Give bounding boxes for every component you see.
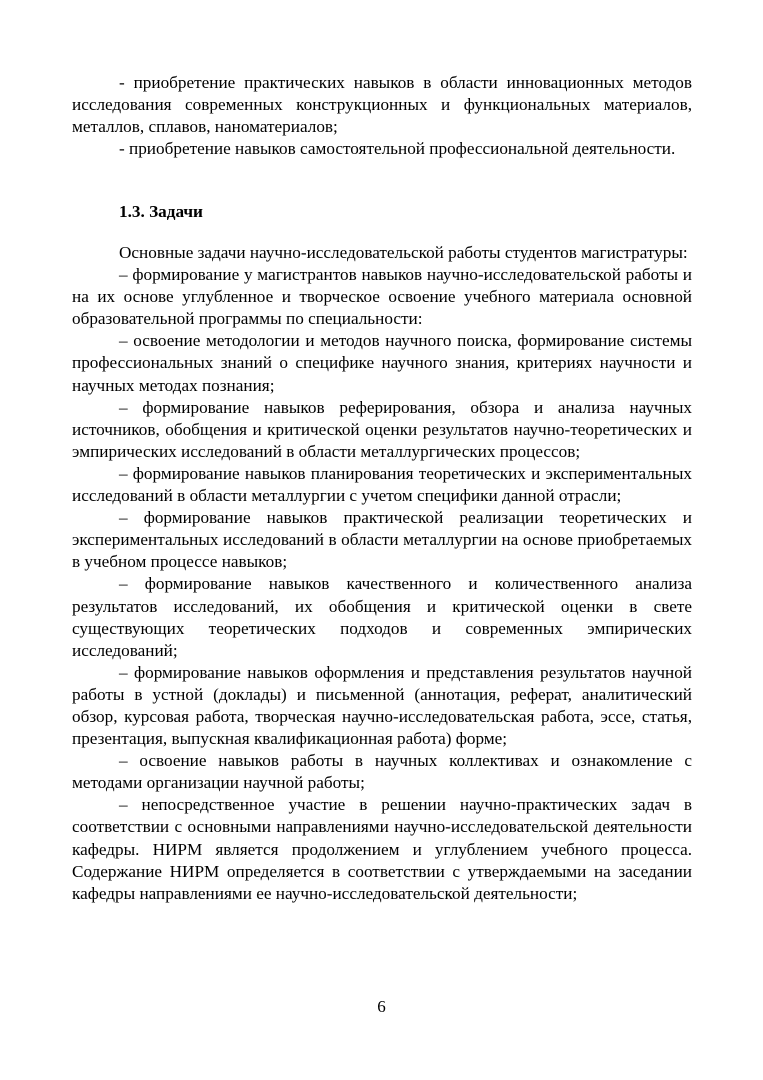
task-item: – формирование навыков реферирования, обзора и анализа научных источников, обобщения и критической оценки результатов научно-теоретических и эмпирических исследований в области металлургических процессов; <box>72 397 692 461</box>
task-item: – формирование навыков качественного и количественного анализа результатов исследований, их обобщения и критической оценки в свете существующих теоретических подходов и современных эмпирических исследований; <box>72 574 692 660</box>
task-item: – освоение методологии и методов научного поиска, формирование системы профессиональных знаний о специфике научного знания, критериях научности и научных методах познания; <box>72 331 692 395</box>
task-item: – непосредственное участие в решении научно-практических задач в соответствии с основными направлениями научно-исследовательской деятельности кафедры. НИРМ является продолжением и углублением учебного процесса. Содержание НИРМ определяется в соответствии с утверждаемыми на заседании кафедры направлениями ее научно-исследовательской деятельности; <box>72 795 692 903</box>
intro-item: - приобретение навыков самостоятельной профессиональной деятельности. <box>119 139 676 159</box>
tasks-list <box>72 242 692 905</box>
task-item: – формирование навыков оформления и представления результатов научной работы в устной (доклады) и письменной (аннотация, реферат, аналитический обзор, курсовая работа, творческая научно-исследовательская работа, эссе, статья, презентация, выпускная квалификационная работа) форме; <box>72 662 692 749</box>
intro-item: - приобретение практических навыков в области инновационных методов исследования современных конструкционных и функциональных материалов, металлов, сплавов, наноматериалов; <box>72 73 692 137</box>
task-item: – формирование у магистрантов навыков научно-исследовательской работы и на их основе углубленное и творческое освоение учебного материала основной образовательной программы по специальности: <box>72 265 692 329</box>
page-number: 6 <box>377 997 386 1016</box>
intro-list <box>72 72 692 160</box>
task-item: – формирование навыков планирования теоретических и экспериментальных исследований в области металлургии с учетом специфики данной отрасли; <box>72 463 692 506</box>
task-item: – освоение навыков работы в научных коллективах и ознакомление с методами организации научной работы; <box>72 751 692 793</box>
section-lead: Основные задачи научно-исследовательской работы студентов магистратуры: <box>119 243 688 262</box>
section-heading: 1.3. Задачи <box>119 202 203 221</box>
task-item: – формирование навыков практической реализации теоретических и экспериментальных исследований в области металлургии на основе приобретаемых в учебном процессе навыков; <box>72 508 692 572</box>
